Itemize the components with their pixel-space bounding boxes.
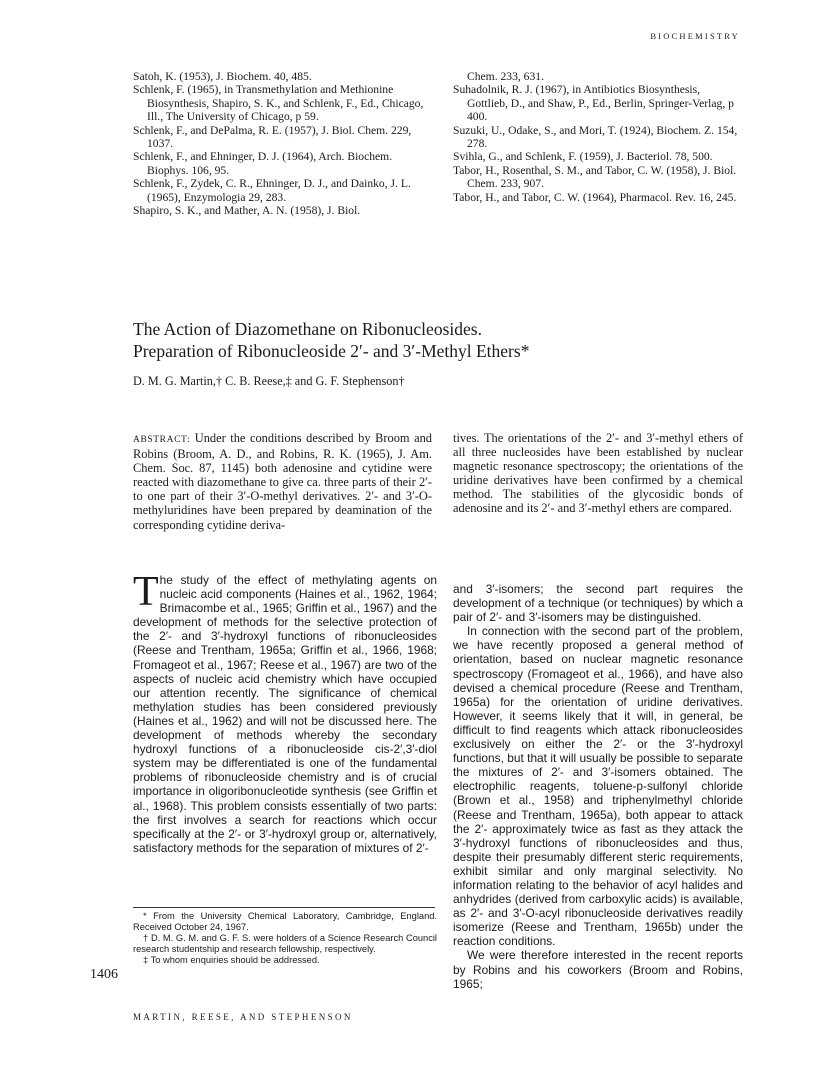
journal-header: BIOCHEMISTRY bbox=[650, 31, 740, 41]
body-paragraph: In connection with the second part of the problem, we have recently proposed a general method of orientation, based on nuclear magnetic resonance spectroscopy (Fromageot et al., 1966), and have also devised a chemical procedure (Reese and Trentham, 1965a) for the orientation of uridine derivatives. However, it seems likely that it will, in general, be difficult to find reagents which attack ribonucleosides exclusively on either the 2′- or the 3′-hydroxyl functions, but that it will usually be possible to separate the mixtures of 2′- and 3′-isomers obtained. The electrophilic reagents, toluene-p-sulfonyl chloride (Brown et al., 1958) and triphenylmethyl chloride (Reese and Trentham, 1965a), both appear to attack the 2′- approximately twice as fast as they attack the 3′-hydroxyl functions of ribonucleosides and thus, despite their presumably different steric requirements, exhibit similar and only marginal selectivity. No information relating to the behavior of acyl halides and anhydrides (derived from carboxylic acids) is available, as 2′- and 3′-O-acyl ribonucleoside derivatives readily isomerize (Reese and Trentham, 1965b) under the reaction conditions. bbox=[453, 624, 743, 949]
abstract-right-column: tives. The orientations of the 2′- and 3′-methyl ethers of all three nucleosides have been established by nuclear magnetic resonance spectroscopy; the orientations of the uridine derivatives have been confirmed by a chemical method. The stabilities of the glycosidic bonds of adenosine and its 2′- and 3′-methyl ethers are compared. bbox=[453, 431, 743, 516]
reference-entry: Schlenk, F. (1965), in Transmethylation and Methionine Biosynthesis, Shapiro, S. K., and Schlenk, F., Ed., Chicago, Ill., The University of Chicago, p 59. bbox=[133, 83, 424, 124]
running-footer: MARTIN, REESE, AND STEPHENSON bbox=[133, 1012, 353, 1022]
drop-cap: T bbox=[133, 569, 159, 615]
author-list: D. M. G. Martin,† C. B. Reese,‡ and G. F. Stephenson† bbox=[133, 374, 405, 388]
abstract-text-left: Under the conditions described by Broom and Robins (Broom, A. D., and Robins, R. K. (1965), J. Am. Chem. Soc. 87, 1145) both adenosine and cytidine were reacted with diazomethane to give ca. three parts of their 2′- to one part of their 3′-O-methyl derivatives. 2′- and 3′-O-methyluridines have been prepared by deamination of the corresponding cytidine deriva- bbox=[133, 431, 432, 532]
reference-entry: Satoh, K. (1953), J. Biochem. 40, 485. bbox=[133, 70, 312, 83]
page-number: 1406 bbox=[90, 967, 118, 982]
reference-entry: Schlenk, F., and DePalma, R. E. (1957), J. Biol. Chem. 229, 1037. bbox=[133, 123, 412, 151]
footnote: * From the University Chemical Laboratory, Cambridge, England. Received October 24, 1967. bbox=[133, 911, 437, 933]
references-right-column bbox=[453, 70, 741, 204]
title-line-2: Preparation of Ribonucleoside 2′- and 3′-Methyl Ethers* bbox=[133, 341, 530, 361]
reference-entry: Svihla, G., and Schlenk, F. (1959), J. Bacteriol. 78, 500. bbox=[453, 150, 713, 164]
article-title bbox=[133, 318, 743, 362]
reference-entry: Suzuki, U., Odake, S., and Mori, T. (1924), Biochem. Z. 154, 278. bbox=[453, 123, 738, 151]
footnote-divider bbox=[133, 907, 435, 908]
body-paragraph: We were therefore interested in the recent reports by Robins and his coworkers (Broom and Robins, 1965; bbox=[453, 948, 743, 991]
abstract-label: ABSTRACT: bbox=[133, 435, 191, 445]
reference-entry: Schlenk, F., and Ehninger, D. J. (1964), Arch. Biochem. Biophys. 106, 95. bbox=[133, 150, 393, 177]
title-line-1: The Action of Diazomethane on Ribonucleosides. bbox=[133, 319, 482, 339]
reference-entry: Tabor, H., Rosenthal, S. M., and Tabor, C. W. (1958), J. Biol. Chem. 233, 907. bbox=[453, 163, 737, 191]
body-text-left: he study of the effect of methylating agents on nucleic acid components (Haines et al., 1962, 1964; Brimacombe et al., 1965; Griffin et al., 1967) and the development of methods for the selective protection of the 2′- and 3′-hydroxyl functions of ribonucleosides (Reese and Trentham, 1965a; Griffin et al., 1966, 1968; Fromageot et al., 1967; Reese et al., 1967) are two of the aspects of nucleic acid chemistry which have occupied our attention recently. The significance of chemical methylation studies has been considered previously (Haines et al., 1962) and will not be discussed here. The development of methods whereby the secondary hydroxyl functions of a ribonucleoside cis-2′,3′-diol system may be differentiated is one of the fundamental problems of ribonucleoside chemistry and is of crucial importance in oligoribonucleotide synthesis (see Griffin et al., 1968). This problem consists essentially of two parts: the first involves a search for reactions which occur specifically at the 2′- or 3′-hydroxyl group or, alternatively, satisfactory methods for the separation of mixtures of 2′- bbox=[133, 573, 437, 855]
footnote: † D. M. G. M. and G. F. S. were holders of a Science Research Council research studentship and research fellowship, respectively. bbox=[133, 933, 437, 955]
reference-continuation: Chem. 233, 631. bbox=[467, 70, 544, 83]
reference-entry: Schlenk, F., Zydek, C. R., Ehninger, D. J., and Dainko, J. L. (1965), Enzymologia 29, 283. bbox=[133, 177, 411, 204]
footnotes bbox=[133, 911, 437, 966]
body-right-column bbox=[453, 582, 743, 991]
body-left-column bbox=[133, 569, 437, 855]
references-left-column bbox=[133, 70, 429, 217]
reference-entry: Tabor, H., and Tabor, C. W. (1964), Pharmacol. Rev. 16, 245. bbox=[453, 190, 737, 204]
body-paragraph: and 3′-isomers; the second part requires the development of a technique (or techniques) by which a pair of 2′- and 3′-isomers may be distinguished. bbox=[453, 582, 743, 625]
reference-entry: Suhadolnik, R. J. (1967), in Antibiotics Biosynthesis, Gottlieb, D., and Shaw, P., Ed., Berlin, Springer-Verlag, p 400. bbox=[453, 83, 734, 124]
footnote: ‡ To whom enquiries should be addressed. bbox=[143, 955, 320, 966]
abstract-left-column bbox=[133, 431, 432, 532]
reference-entry: Shapiro, S. K., and Mather, A. N. (1958), J. Biol. bbox=[133, 204, 361, 218]
